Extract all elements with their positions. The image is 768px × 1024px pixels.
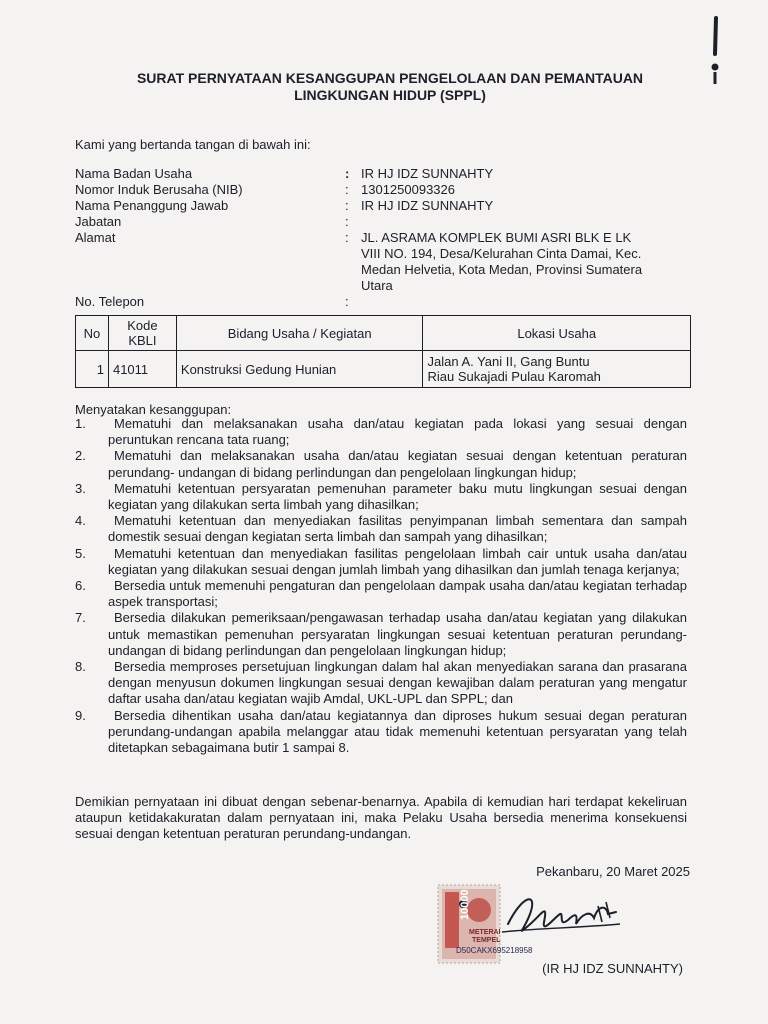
alamat-line: Medan Helvetia, Kota Medan, Provinsi Sumatera [361,262,643,277]
field-colon: : [345,198,349,213]
item-text: Mematuhi dan melaksanakan usaha dan/atau kegiatan sesuai dengan ketentuan peraturan perundang- undangan di bidang perlindungan dan pengelolaan lingkungan hidup; [108,448,687,480]
list-item [75,448,687,480]
alamat-line: Utara [361,278,393,293]
kbli-table [75,315,691,388]
field-label-nama-badan-usaha: Nama Badan Usaha [75,166,193,181]
list-item [75,708,687,757]
table-header-row [76,316,691,351]
cell-bidang: Konstruksi Gedung Hunian [176,351,423,388]
cell-lokasi [423,351,691,388]
item-text: Bersedia memproses persetujuan lingkungan dalam hal akan menyediakan sarana dan prasarana dengan menyusun dokumen lingkungan sesuai dengan kewajiban dalam peraturan yang mengatur daftar usaha dan/atau kegiatan wajib Amdal, UKL-UPL dan SPPL; dan [108,659,687,707]
item-text: Bersedia dihentikan usaha dan/atau kegiatannya dan diproses hukum sesuai degan peraturan perundang-undangan apabila melanggar atau tidak memenuhi ketentuan persyaratan yang telah ditetapkan sebagaimana butir 1 sampai 8. [108,707,687,756]
field-value-alamat [361,230,681,294]
table-row [76,351,691,388]
list-item [75,416,687,448]
list-item [75,481,687,513]
header-no: No [76,316,109,351]
alamat-line: VIII NO. 194, Desa/Kelurahan Cinta Damai, Kec. [361,246,642,261]
field-label-penanggung-jawab: Nama Penanggung Jawab [75,198,229,213]
field-label-jabatan: Jabatan [75,214,122,229]
header-kode-line: Kode [127,318,158,333]
stamp-text-meterai: METERAI [469,929,501,936]
field-colon: : [345,166,350,181]
cell-kode: 41011 [108,351,176,388]
statement-list [75,416,687,756]
signer-name: (IR HJ IDZ SUNNAHTY) [542,961,683,976]
item-text: Mematuhi dan melaksanakan usaha dan/atau kegiatan pada lokasi yang sesuai dengan peruntukan rencana tata ruang; [108,416,687,448]
lokasi-line: Riau Sukajadi Pulau Karomah [427,369,601,384]
header-lokasi-usaha: Lokasi Usaha [423,316,691,351]
item-number: 2. [75,448,86,464]
cell-no: 1 [76,351,109,388]
closing-paragraph: Demikian pernyataan ini dibuat dengan sebenar-benarnya. Apabila di kemudian hari terdapat kekeliruan ataupun ketidakakuratan dalam pernyataan ini, maka Pelaku Usaha bersedia menerima konsekuensi sesuai dengan ketentuan peraturan perundang-undangan. [75,794,687,842]
place-date: Pekanbaru, 20 Maret 2025 [536,864,690,879]
list-item [75,610,687,659]
item-number: 5. [75,545,86,561]
title-line-2: LINGKUNGAN HIDUP (SPPL) [294,87,486,103]
field-colon: : [345,294,349,309]
field-colon: : [345,182,349,197]
item-number: 3. [75,480,86,496]
item-text: Bersedia dilakukan pemeriksaan/pengawasan terhadap usaha dan/atau kegiatan yang dilakukan untuk memastikan pemenuhan persyaratan lingkungan sesuai ketentuan peraturan perundang-undangan di bidang perlindungan dan pengelolaan lingkungan hidup; [108,610,687,658]
stamp-code: D50CAKX695218958 [456,946,533,955]
handwritten-signature [498,884,628,954]
item-number: 7. [75,610,86,626]
intro-text: Kami yang bertanda tangan di bawah ini: [75,137,311,152]
item-text: Mematuhi ketentuan dan menyediakan fasilitas penyimpanan limbah sementara dan sampah domestik sesuai dengan kegiatan serta limbah dan sampah yang dihasilkan; [108,513,687,545]
list-item [75,659,687,708]
item-number: 9. [75,707,86,723]
field-colon: : [345,230,349,245]
field-label-telepon: No. Telepon [75,294,145,309]
stamp-text-tempel: TEMPEL [472,937,501,944]
lokasi-line: Jalan A. Yani II, Gang Buntu [427,354,590,369]
field-value-nama-badan-usaha: IR HJ IDZ SUNNAHTY [361,166,494,181]
field-colon: : [345,214,349,229]
item-number: 6. [75,578,86,594]
list-item [75,546,687,578]
list-item [75,578,687,610]
title-line-1: SURAT PERNYATAAN KESANGGUPAN PENGELOLAAN DAN PEMANTAUAN [136,70,644,86]
item-text: Mematuhi ketentuan dan menyediakan fasilitas pengelolaan limbah cair untuk usaha dan/atau kegiatan yang dilakukan sesuai dengan jumlah limbah yang dihasilkan dan jumlah tenaga kerjanya; [108,545,687,577]
item-number: 4. [75,513,86,529]
item-text: Bersedia untuk memenuhi pengaturan dan pengelolaan dampak usaha dan/atau kegiatan terhadap aspek transportasi; [108,578,687,610]
statement-heading: Menyatakan kesanggupan: [75,402,232,417]
alamat-line: JL. ASRAMA KOMPLEK BUMI ASRI BLK E LK [361,230,632,245]
item-number: 1. [75,416,86,431]
header-kode-kbli [108,316,176,351]
stamp-value: 10000 [459,889,471,920]
list-item [75,513,687,545]
field-label-nib: Nomor Induk Berusaha (NIB) [75,182,243,197]
header-kbli-line: KBLI [128,333,157,348]
field-value-nib: 1301250093326 [361,182,455,197]
item-number: 8. [75,659,86,675]
field-label-alamat: Alamat [75,230,116,245]
item-text: Mematuhi ketentuan persyaratan pemenuhan parameter baku mutu lingkungan sesuai dengan kegiatan yang dilakukan serta limbah yang dihasilkan; [108,480,687,513]
header-bidang-usaha: Bidang Usaha / Kegiatan [176,316,423,351]
document-title [60,70,720,104]
field-value-penanggung-jawab: IR HJ IDZ SUNNAHTY [361,198,494,213]
